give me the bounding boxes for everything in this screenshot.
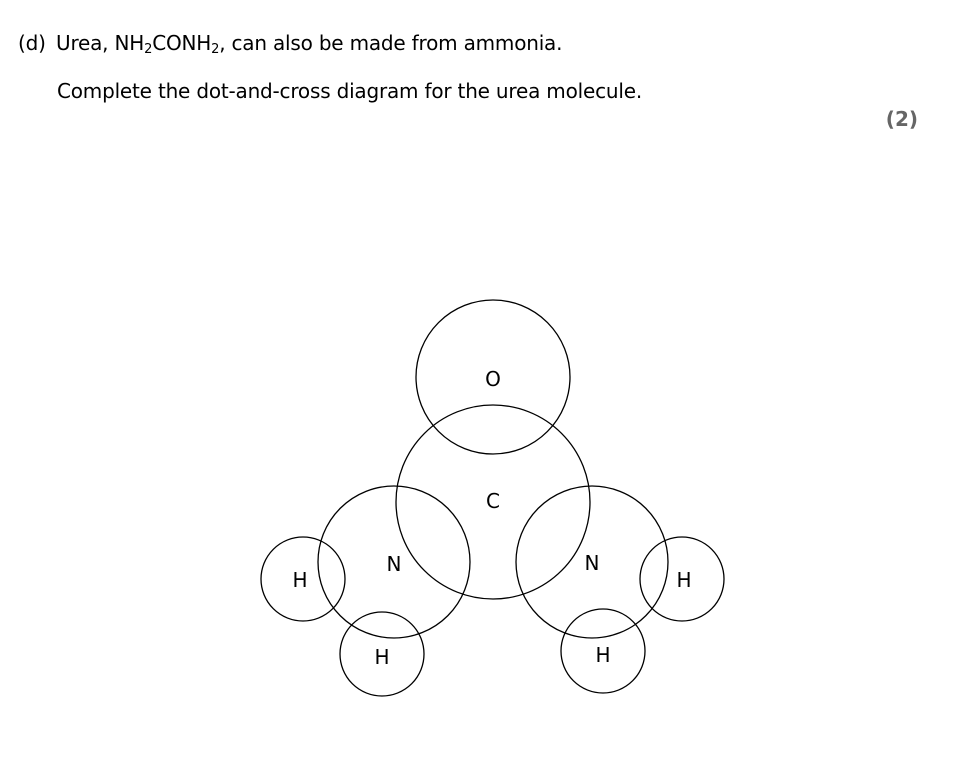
subscript-2: 2 xyxy=(211,42,220,57)
question-label: (d) xyxy=(18,31,46,55)
subscript-1: 2 xyxy=(144,42,153,57)
instruction-text: Complete the dot-and-cross diagram for the urea molecule. xyxy=(57,79,642,103)
carbon-label: C xyxy=(486,489,500,513)
nitrogen-left-label: N xyxy=(386,552,402,576)
nitrogen-right-label: N xyxy=(584,551,600,575)
hydrogen-bottom-right-label: H xyxy=(595,643,611,667)
question-text-after: , can also be made from ammonia. xyxy=(219,31,563,55)
marks-label: (2) xyxy=(885,107,918,131)
question-text-middle: CONH xyxy=(152,31,212,55)
hydrogen-bottom-left-label: H xyxy=(374,645,390,669)
hydrogen-far-left-label: H xyxy=(292,568,308,592)
question-text-before: Urea, NH xyxy=(56,31,145,55)
oxygen-label: O xyxy=(485,367,501,391)
hydrogen-far-right-label: H xyxy=(676,568,692,592)
